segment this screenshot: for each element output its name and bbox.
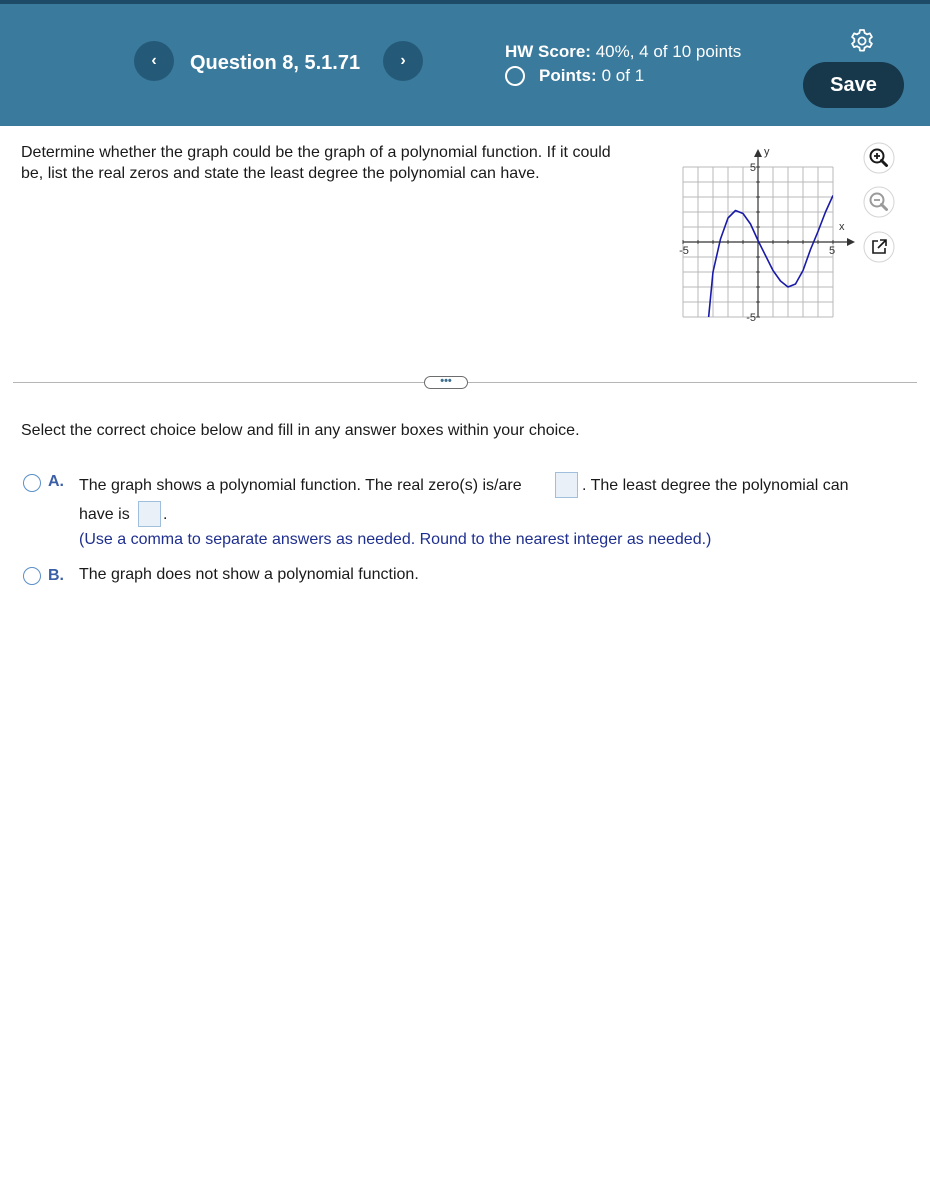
x-max-label: 5 bbox=[828, 245, 836, 257]
choice-a-hint: (Use a comma to separate answers as needed. Round to the nearest integer as needed.) bbox=[79, 531, 712, 548]
zeros-answer-box[interactable] bbox=[555, 472, 578, 498]
polynomial-graph bbox=[660, 140, 860, 330]
choice-a-text-2: . The least degree the polynomial can bbox=[582, 477, 849, 494]
x-axis-arrow bbox=[847, 238, 855, 246]
x-axis-label: x bbox=[839, 221, 845, 233]
points-status bbox=[505, 66, 644, 86]
degree-answer-box[interactable] bbox=[138, 501, 161, 527]
question-prompt: Determine whether the graph could be the graph of a polynomial function. If it could be, list the real zeros and state the least degree the polynomial can have. bbox=[21, 144, 611, 182]
y-min-label: -5 bbox=[746, 312, 756, 324]
next-question-button[interactable]: › bbox=[383, 41, 423, 81]
y-axis-arrow bbox=[754, 149, 762, 157]
zoom-in-icon[interactable] bbox=[863, 142, 895, 174]
previous-question-button[interactable]: ‹ bbox=[134, 41, 174, 81]
choice-a-radio[interactable] bbox=[23, 474, 41, 492]
popout-icon[interactable] bbox=[863, 231, 895, 263]
choice-a-text-3: have is bbox=[79, 506, 130, 523]
hw-score-value: 40%, 4 of 10 points bbox=[595, 42, 742, 61]
choice-b-letter: B. bbox=[48, 567, 64, 584]
y-max-label: 5 bbox=[749, 162, 756, 174]
hw-score bbox=[505, 42, 741, 62]
zoom-out-icon[interactable] bbox=[863, 186, 895, 218]
choice-a-text-4: . bbox=[163, 506, 168, 523]
choice-a-letter: A. bbox=[48, 473, 64, 490]
gear-icon[interactable] bbox=[849, 28, 875, 54]
x-min-label: -5 bbox=[679, 245, 689, 257]
question-title: Question 8, 5.1.71 bbox=[190, 52, 361, 74]
choice-b-text: The graph does not show a polynomial function. bbox=[79, 566, 419, 583]
points-value: 0 of 1 bbox=[601, 66, 645, 85]
choice-b-radio[interactable] bbox=[23, 567, 41, 585]
answer-instruction: Select the correct choice below and fill in any answer boxes within your choice. bbox=[21, 422, 580, 439]
expand-button[interactable]: ••• bbox=[424, 376, 468, 389]
hw-score-label: HW Score: bbox=[505, 42, 591, 61]
points-status-icon bbox=[505, 66, 525, 86]
save-button[interactable]: Save bbox=[803, 62, 904, 108]
points-label: Points: bbox=[539, 66, 597, 85]
y-axis-label: y bbox=[764, 146, 770, 158]
choice-a-text-1: The graph shows a polynomial function. The real zero(s) is/are bbox=[79, 477, 522, 494]
